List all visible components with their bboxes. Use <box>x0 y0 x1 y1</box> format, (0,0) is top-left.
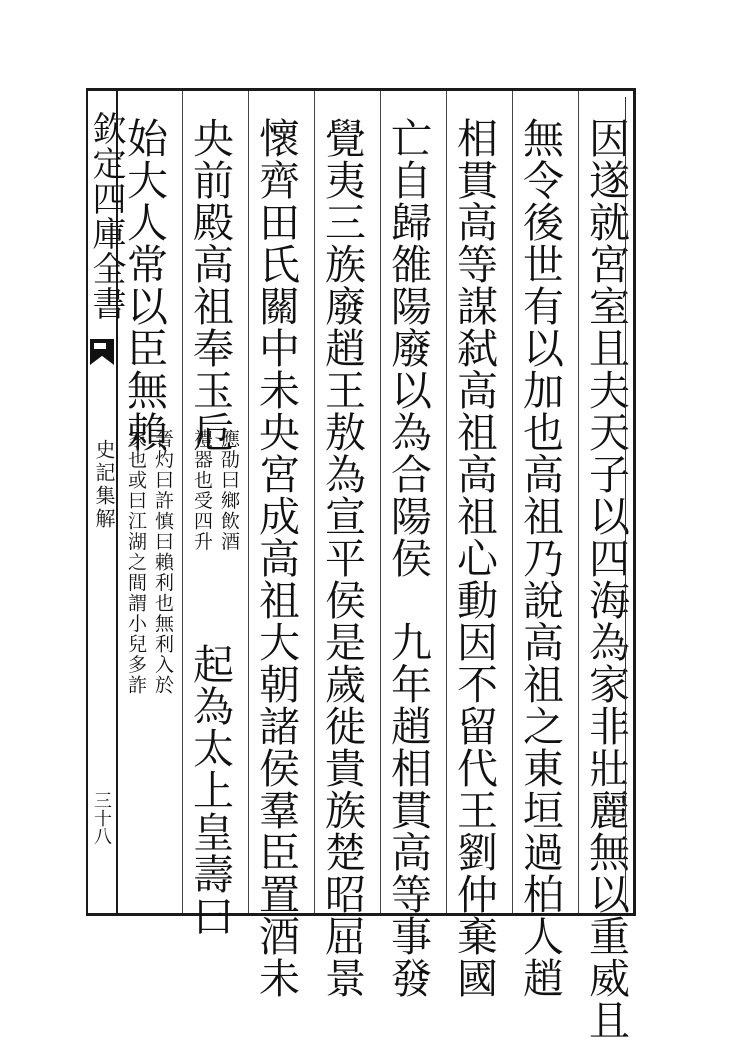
column-rule <box>446 91 447 913</box>
page-frame <box>86 88 636 1041</box>
margin-book-title: 史記集解 <box>92 439 116 531</box>
text-column-2: 無令後世有以加也高祖乃說高祖之東垣過柏人趙 <box>516 117 564 999</box>
annotation-line: 應劭曰鄉飲酒 <box>218 429 240 552</box>
annotation-line: 家也或曰江湖之間謂小兒多詐 <box>125 429 147 696</box>
margin-page-number: 三十八 <box>91 791 112 845</box>
column-rule <box>380 91 381 913</box>
fishtail-mark-inner <box>94 343 106 349</box>
column-rule <box>578 91 579 913</box>
annotation-line: 禮器也受四升 <box>191 429 213 552</box>
text-column-6: 懷齊田氏關中未央宮成高祖大朝諸侯羣臣置酒未 <box>252 117 300 999</box>
text-column-8-lead: 始大人常以臣無賴 <box>120 117 168 453</box>
annotation-line: 晉灼曰許慎曰賴利也無利入於 <box>152 429 174 696</box>
text-column-4: 亡自歸雒陽廢以為合陽侯 九年趙相貫高等事發 <box>384 117 432 999</box>
text-column-5: 覺夷三族廢趙王敖為宣平侯是歲徙貴族楚昭屈景 <box>318 117 366 999</box>
column-rule <box>182 91 183 913</box>
margin-title: 欽定四庫全書 <box>86 111 126 321</box>
text-column-3: 相貫高等謀弑高祖高祖心動因不留代王劉仲棄國 <box>450 117 498 999</box>
column-rule <box>248 91 249 913</box>
column-rule <box>512 91 513 913</box>
text-column-1: 因遂就宮室且夫天子以四海為家非壯麗無以重威且 <box>582 117 630 1041</box>
column-rule <box>314 91 315 913</box>
text-column-7-lead: 央前殿高祖奉玉卮 <box>186 117 234 453</box>
text-column-7-tail: 起為太上皇壽曰 <box>186 643 234 937</box>
